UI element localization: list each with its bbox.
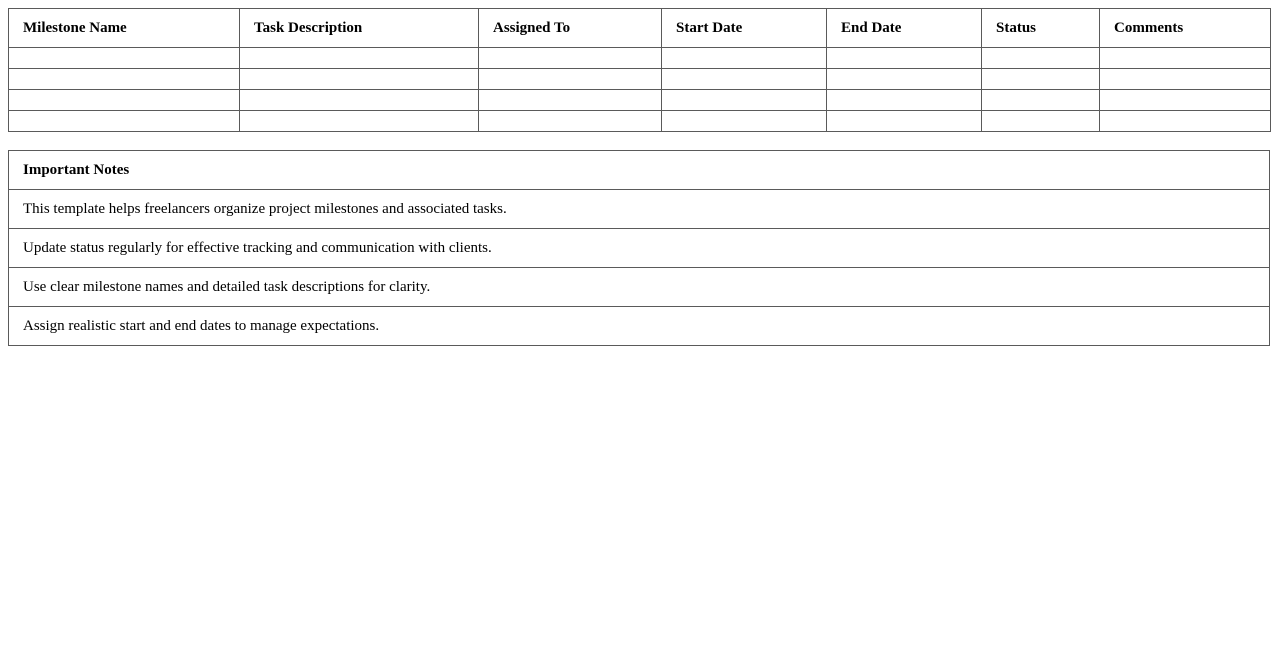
table-row (9, 48, 1271, 69)
table-cell[interactable] (9, 111, 240, 132)
column-header-status: Status (982, 9, 1100, 48)
table-cell[interactable] (662, 48, 827, 69)
table-cell[interactable] (827, 69, 982, 90)
table-row (9, 69, 1271, 90)
table-header-row (9, 9, 1271, 48)
notes-heading: Important Notes (9, 151, 1270, 190)
column-header-end-date: End Date (827, 9, 982, 48)
table-cell[interactable] (240, 69, 479, 90)
table-cell[interactable] (827, 90, 982, 111)
table-cell[interactable] (9, 48, 240, 69)
note-item: This template helps freelancers organize project milestones and associated tasks. (9, 190, 1270, 229)
table-cell[interactable] (1100, 69, 1271, 90)
note-item: Use clear milestone names and detailed task descriptions for clarity. (9, 268, 1270, 307)
notes-row (9, 268, 1270, 307)
notes-header-row (9, 151, 1270, 190)
table-cell[interactable] (982, 48, 1100, 69)
column-header-milestone-name: Milestone Name (9, 9, 240, 48)
table-cell[interactable] (1100, 111, 1271, 132)
column-header-assigned-to: Assigned To (479, 9, 662, 48)
column-header-start-date: Start Date (662, 9, 827, 48)
table-cell[interactable] (662, 90, 827, 111)
notes-table (8, 150, 1270, 346)
table-cell[interactable] (827, 111, 982, 132)
table-cell[interactable] (479, 90, 662, 111)
table-cell[interactable] (1100, 48, 1271, 69)
table-cell[interactable] (240, 111, 479, 132)
notes-row (9, 229, 1270, 268)
notes-row (9, 190, 1270, 229)
table-cell[interactable] (240, 90, 479, 111)
table-cell[interactable] (662, 111, 827, 132)
table-cell[interactable] (662, 69, 827, 90)
table-cell[interactable] (1100, 90, 1271, 111)
note-item: Assign realistic start and end dates to manage expectations. (9, 307, 1270, 346)
note-item: Update status regularly for effective tracking and communication with clients. (9, 229, 1270, 268)
table-cell[interactable] (240, 48, 479, 69)
table-cell[interactable] (479, 111, 662, 132)
column-header-task-description: Task Description (240, 9, 479, 48)
table-cell[interactable] (982, 90, 1100, 111)
table-cell[interactable] (982, 111, 1100, 132)
milestone-table (8, 8, 1271, 132)
table-row (9, 90, 1271, 111)
table-cell[interactable] (9, 69, 240, 90)
table-row (9, 111, 1271, 132)
table-cell[interactable] (9, 90, 240, 111)
notes-row (9, 307, 1270, 346)
table-cell[interactable] (479, 48, 662, 69)
column-header-comments: Comments (1100, 9, 1271, 48)
table-cell[interactable] (982, 69, 1100, 90)
table-cell[interactable] (479, 69, 662, 90)
table-cell[interactable] (827, 48, 982, 69)
